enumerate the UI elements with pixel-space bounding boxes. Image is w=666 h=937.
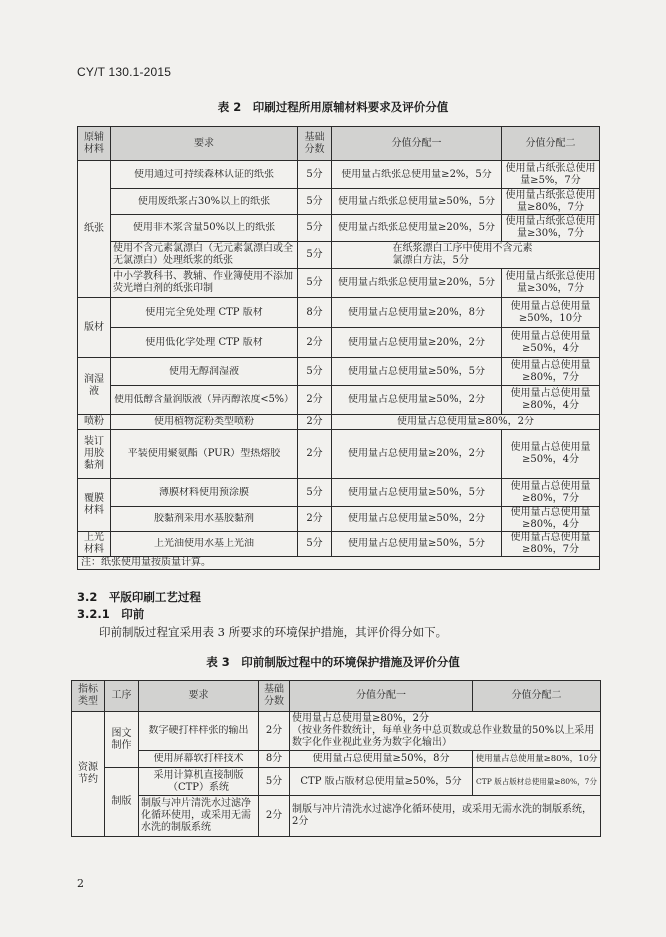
table-row [78,507,600,532]
page-number: 2 [77,877,84,890]
score-distribution-1-cell [332,161,502,189]
header-requirement: 要求 [139,681,259,712]
score-distribution-1-cell [290,751,473,768]
base-score-cell: 5分 [298,215,332,242]
table-2 [77,126,600,570]
score-distribution-2-cell [473,751,601,768]
base-score-cell: 2分 [298,328,332,358]
score-distribution-1-cell [332,358,502,386]
requirement-text: 使用植物淀粉类型喷粉 [154,416,254,427]
table-3-head [72,681,601,712]
base-score-cell: 5分 [298,269,332,298]
score-distribution-1-cell [332,507,502,532]
process-graphics: 图文制作 [105,712,139,768]
requirement-cell: 中小学教科书、教辅、作业簿使用不添加荧光增白剂的纸张印制 [111,269,298,298]
requirement-text: 使用屏幕软打样技术 [153,753,244,764]
requirement-cell [111,358,298,386]
score-distribution-2-cell [473,768,601,796]
section-heading-3-2: 3.2 平版印刷工艺过程 [77,590,201,604]
base-score-cell: 5分 [298,479,332,507]
header-base-score: 基础分数 [298,127,332,161]
score-distribution-2-text: 使用量占总使用量≥80%，10分 [475,754,598,764]
requirement-text: 使用无醇润湿液 [169,365,239,377]
table-2-header-row [78,127,600,161]
indicator-type-resource-saving: 资源节约 [72,712,105,837]
base-score-cell: 5分 [298,189,332,215]
table-row [72,768,601,796]
table-3-title: 表 3 印前制版过程中的环境保护措施及评价分值 [206,655,460,669]
section-paragraph: 印前制版过程宜采用表 3 所要求的环境保护措施，其评价得分如下。 [99,625,448,639]
table-row [78,358,600,386]
score-distribution-1-text: 使用量占总使用量≥50%，5分 [348,365,485,377]
score-distribution-1-text: 使用量占总使用量≥50%，2分 [348,394,485,405]
requirement-cell [111,532,298,557]
requirement-cell [111,415,298,430]
header-indicator-type: 指标类型 [72,681,105,712]
score-distribution-1-cell [332,532,502,557]
score-distribution-2-cell: 使用量占总使用量≥80%，4分 [502,386,600,415]
score-distribution-2-cell: 使用量占总使用量≥80%，7分 [502,479,600,507]
requirement-text: 使用废纸浆占30%以上的纸张 [137,195,271,207]
score-distribution-2-cell: 使用量占总使用量≥80%，7分 [502,358,600,386]
requirement-cell [111,298,298,328]
base-score-cell: 2分 [259,712,290,751]
score-distribution-1-text: 使用量占总使用量≥20%，2分 [348,448,485,459]
score-distribution-1-cell [332,430,502,479]
requirement-cell [111,507,298,532]
base-score-cell: 5分 [298,161,332,189]
score-distribution-2-cell: 使用量占总使用量≥50%，4分 [502,430,600,479]
requirement-text: 使用非木浆含量50%以上的纸张 [132,222,276,233]
table-2-body [78,161,600,570]
score-distribution-merged-main: 使用量占总使用量≥80%，2分 [292,713,429,724]
table-2-note-row [78,557,600,570]
score-distribution-merged-cell [290,712,601,751]
header-base-score: 基础分数 [259,681,290,712]
requirement-text: 使用低化学处理 CTP 版材 [145,336,263,348]
requirement-cell [111,328,298,358]
material-group-binding-adhesive: 装订用胶黏剂 [78,430,111,479]
table-row [78,298,600,328]
score-distribution-merged-cell [332,242,600,269]
base-score-cell: 5分 [298,242,332,269]
requirement-cell [139,751,259,768]
requirement-cell: 使用不含元素氯漂白（无元素氯漂白或全无氯漂白）处理纸浆的纸张 [111,242,298,269]
table-3 [71,680,601,837]
process-platemaking: 制版 [105,768,139,837]
material-group-paper: 纸张 [78,161,111,298]
requirement-text: 使用低醇含量润版液（异丙醇浓度<5%） [114,394,294,405]
material-group-powder: 喷粉 [78,415,111,430]
score-distribution-1-cell [290,768,473,796]
base-score-cell: 2分 [298,430,332,479]
header-process: 工序 [105,681,139,712]
score-distribution-1-cell [332,328,502,358]
table-row [78,328,600,358]
document-code: CY/T 130.1-2015 [77,65,172,79]
header-requirement: 要求 [111,127,298,161]
score-distribution-1-text: 使用量占总使用量≥20%，2分 [348,336,485,348]
requirement-text: 胶黏剂采用水基胶黏剂 [154,513,254,524]
requirement-text: 使用完全免处理 CTP 版材 [145,306,263,318]
table-row [78,430,600,479]
table-row [72,751,601,768]
requirement-cell [111,189,298,215]
table-row [72,712,601,751]
table-row [78,242,600,269]
table-row [78,189,600,215]
base-score-cell: 2分 [298,386,332,415]
requirement-cell [111,215,298,242]
table-row [78,161,600,189]
score-distribution-1-text: CTP 版占版材总使用量≥50%，5分 [300,775,462,787]
header-dist1: 分值分配一 [290,681,473,712]
requirement-cell [139,712,259,751]
score-distribution-1-text: 使用量占总使用量≥50%，5分 [348,538,485,549]
table-row [78,269,600,298]
score-distribution-1-cell [332,189,502,215]
requirement-text: 使用通过可持续森林认证的纸张 [134,168,274,180]
material-group-fountain-solution: 润湿液 [78,358,111,415]
score-distribution-1-cell [332,479,502,507]
score-distribution-1-text: 使用量占总使用量≥50%，8分 [312,753,450,764]
material-group-varnish: 上光材料 [78,532,111,557]
score-distribution-1-text: 使用量占总使用量≥20%，8分 [348,306,485,318]
score-distribution-merged-detail: （按业务件数统计，每单业务中总页数或总作业数量的50%以上采用数字化作业视此业务为数字化输出） [292,725,595,748]
table-row [78,415,600,430]
table-2-title: 表 2 印刷过程所用原辅材料要求及评价分值 [217,100,449,114]
score-distribution-2-cell: 使用量占总使用量≥50%，4分 [502,328,600,358]
score-distribution-1-text: 使用量占纸张总使用量≥2%，5分 [341,168,492,180]
material-group-plate: 版材 [78,298,111,358]
header-material: 原辅材料 [78,127,111,161]
score-distribution-2-cell: 使用量占总使用量≥80%，7分 [502,532,600,557]
material-group-laminating: 覆膜材料 [78,479,111,532]
requirement-text: 数字硬打样样张的输出 [148,725,249,736]
score-distribution-2-cell: 使用量占总使用量≥80%，4分 [502,507,600,532]
score-distribution-2-cell: 使用量占纸张总使用量≥80%，7分 [502,189,600,215]
score-distribution-1-text: 使用量占总使用量≥50%，5分 [348,486,485,498]
table-3-header-row [72,681,601,712]
score-distribution-2-cell: 使用量占纸张总使用量≥30%，7分 [502,269,600,298]
table-row [78,532,600,557]
score-distribution-1-cell [332,269,502,298]
score-distribution-merged-cell: 制版与冲片清洗水过滤净化循环使用，或采用无需水洗的制版系统，2分 [290,796,601,837]
requirement-cell [111,161,298,189]
requirement-cell: 采用计算机直接制版（CTP）系统 [139,768,259,796]
requirement-text: 薄膜材料使用预涂膜 [159,486,249,498]
score-distribution-1-cell [332,215,502,242]
score-distribution-2-cell: 使用量占总使用量≥50%，10分 [502,298,600,328]
table-row [72,796,601,837]
requirement-cell [111,479,298,507]
section-heading-3-2-1: 3.2.1 印前 [77,607,145,621]
requirement-text: 上光油使用水基上光油 [154,538,254,549]
base-score-cell: 5分 [259,768,290,796]
score-distribution-1-text: 使用量占纸张总使用量≥50%，5分 [338,195,495,207]
score-distribution-merged-text: 在纸浆漂白工序中使用不含元素氯漂白方法，5分 [392,243,533,266]
base-score-cell: 5分 [298,532,332,557]
table-row [78,215,600,242]
table-row [78,479,600,507]
score-distribution-2-cell: 使用量占纸张总使用量≥5%，7分 [502,161,600,189]
requirement-cell: 制版与冲片清洗水过滤净化循环使用，或采用无需水洗的制版系统 [139,796,259,837]
score-distribution-1-cell [332,298,502,328]
table-2-head [78,127,600,161]
table-row [78,386,600,415]
base-score-cell: 2分 [259,796,290,837]
score-distribution-1-cell [332,386,502,415]
requirement-text: 平装使用聚氨酯（PUR）型热熔胶 [127,448,281,459]
base-score-cell: 8分 [259,751,290,768]
score-distribution-1-text: 使用量占纸张总使用量≥20%，5分 [338,222,495,233]
score-distribution-1-text: 使用量占总使用量≥50%，2分 [348,513,485,524]
table-3-body [72,712,601,837]
base-score-cell: 5分 [298,358,332,386]
header-dist2: 分值分配二 [502,127,600,161]
score-distribution-2-text: CTP 版占版材总使用量≥80%，7分 [476,776,597,786]
header-dist1: 分值分配一 [332,127,502,161]
score-distribution-1-text: 使用量占纸张总使用量≥20%，5分 [338,277,495,288]
table-2-note: 注：纸张使用量按质量计算。 [78,557,600,570]
base-score-cell: 2分 [298,415,332,430]
base-score-cell: 8分 [298,298,332,328]
requirement-cell [111,430,298,479]
score-distribution-merged-cell [332,415,600,430]
score-distribution-merged-text: 使用量占总使用量≥80%，2分 [397,416,534,427]
requirement-cell [111,386,298,415]
score-distribution-2-cell: 使用量占纸张总使用量≥30%，7分 [502,215,600,242]
header-dist2: 分值分配二 [473,681,601,712]
base-score-cell: 2分 [298,507,332,532]
